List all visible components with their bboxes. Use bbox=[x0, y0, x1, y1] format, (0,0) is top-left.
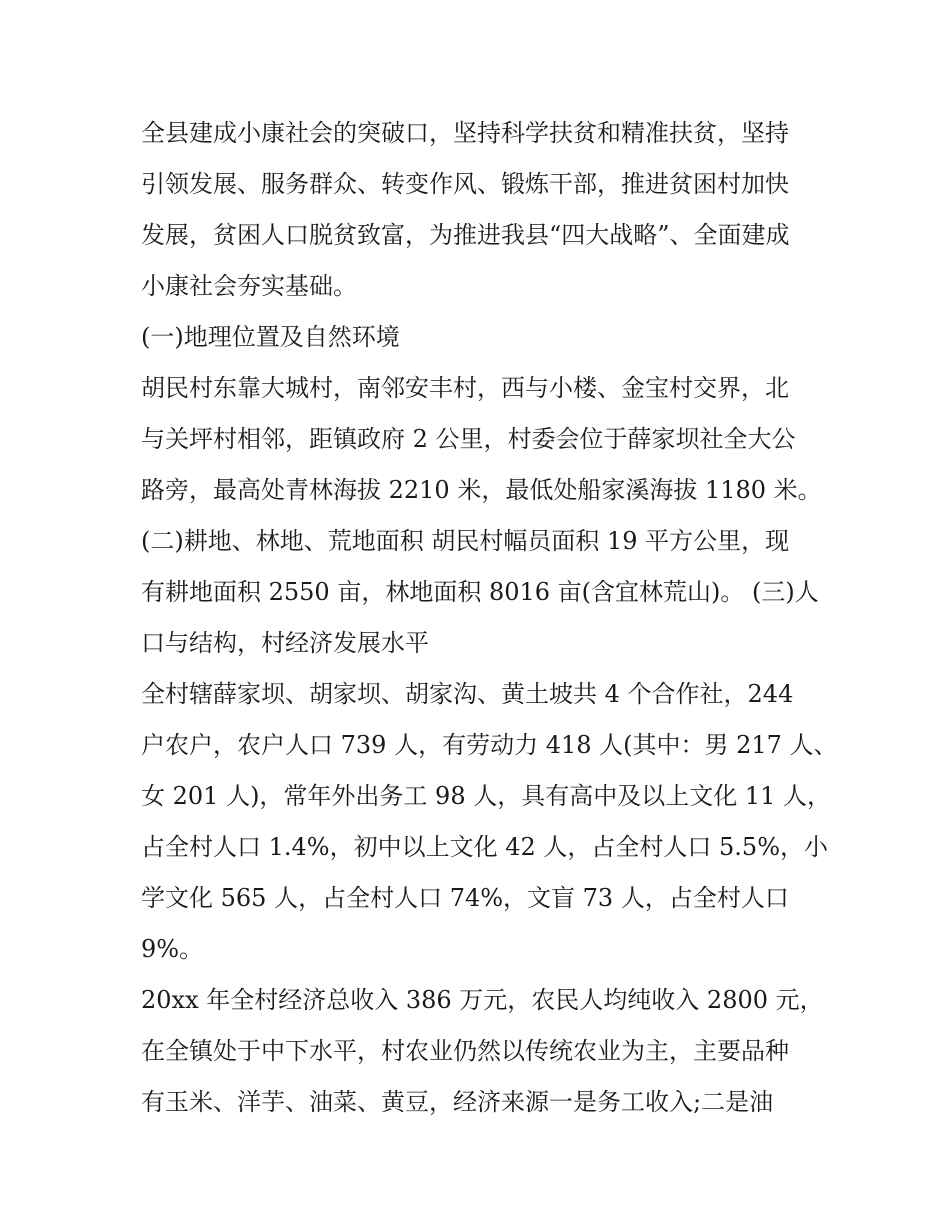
body-line: 与关坪村相邻，距镇政府 2 公里，村委会位于薛家坝社全大公 bbox=[141, 425, 796, 453]
body-line: 在全镇处于中下水平，村农业仍然以传统农业为主，主要品种 bbox=[141, 1037, 789, 1065]
body-line: 20xx 年全村经济总收入 386 万元，农民人均纯收入 2800 元， bbox=[141, 986, 824, 1014]
body-line: 全村辖薛家坝、胡家坝、胡家沟、黄土坡共 4 个合作社，244 bbox=[141, 680, 794, 708]
body-line: 胡民村东靠大城村，南邻安丰村，西与小楼、金宝村交界，北 bbox=[141, 374, 789, 402]
body-line: 引领发展、服务群众、转变作风、锻炼干部，推进贫困村加快 bbox=[141, 170, 789, 198]
section-heading: (一)地理位置及自然环境 bbox=[141, 323, 400, 351]
body-line: 占全村人口 1.4%，初中以上文化 42 人，占全村人口 5.5%，小 bbox=[141, 833, 828, 861]
document-body bbox=[141, 108, 838, 1128]
body-line: 学文化 565 人，占全村人口 74%，文盲 73 人，占全村人口 bbox=[141, 884, 789, 912]
body-line: 有玉米、洋芋、油菜、黄豆，经济来源一是务工收入;二是油 bbox=[141, 1088, 774, 1116]
body-line: 女 201 人)，常年外出务工 98 人，具有高中及以上文化 11 人， bbox=[141, 782, 832, 810]
body-line: 发展，贫困人口脱贫致富，为推进我县“四大战略”、全面建成 bbox=[141, 221, 790, 249]
body-line: (二)耕地、林地、荒地面积 胡民村幅员面积 19 平方公里，现 bbox=[141, 527, 790, 555]
body-line: 口与结构，村经济发展水平 bbox=[141, 629, 429, 657]
body-line: 9%。 bbox=[141, 935, 204, 963]
body-line: 路旁，最高处青林海拔 2210 米，最低处船家溪海拔 1180 米。 bbox=[141, 476, 822, 504]
body-line: 户农户，农户人口 739 人，有劳动力 418 人(其中：男 217 人、 bbox=[141, 731, 838, 759]
body-line: 全县建成小康社会的突破口，坚持科学扶贫和精准扶贫，坚持 bbox=[141, 119, 789, 147]
body-line: 小康社会夯实基础。 bbox=[141, 272, 357, 300]
body-line: 有耕地面积 2550 亩，林地面积 8016 亩(含宜林荒山)。 (三)人 bbox=[141, 578, 819, 606]
